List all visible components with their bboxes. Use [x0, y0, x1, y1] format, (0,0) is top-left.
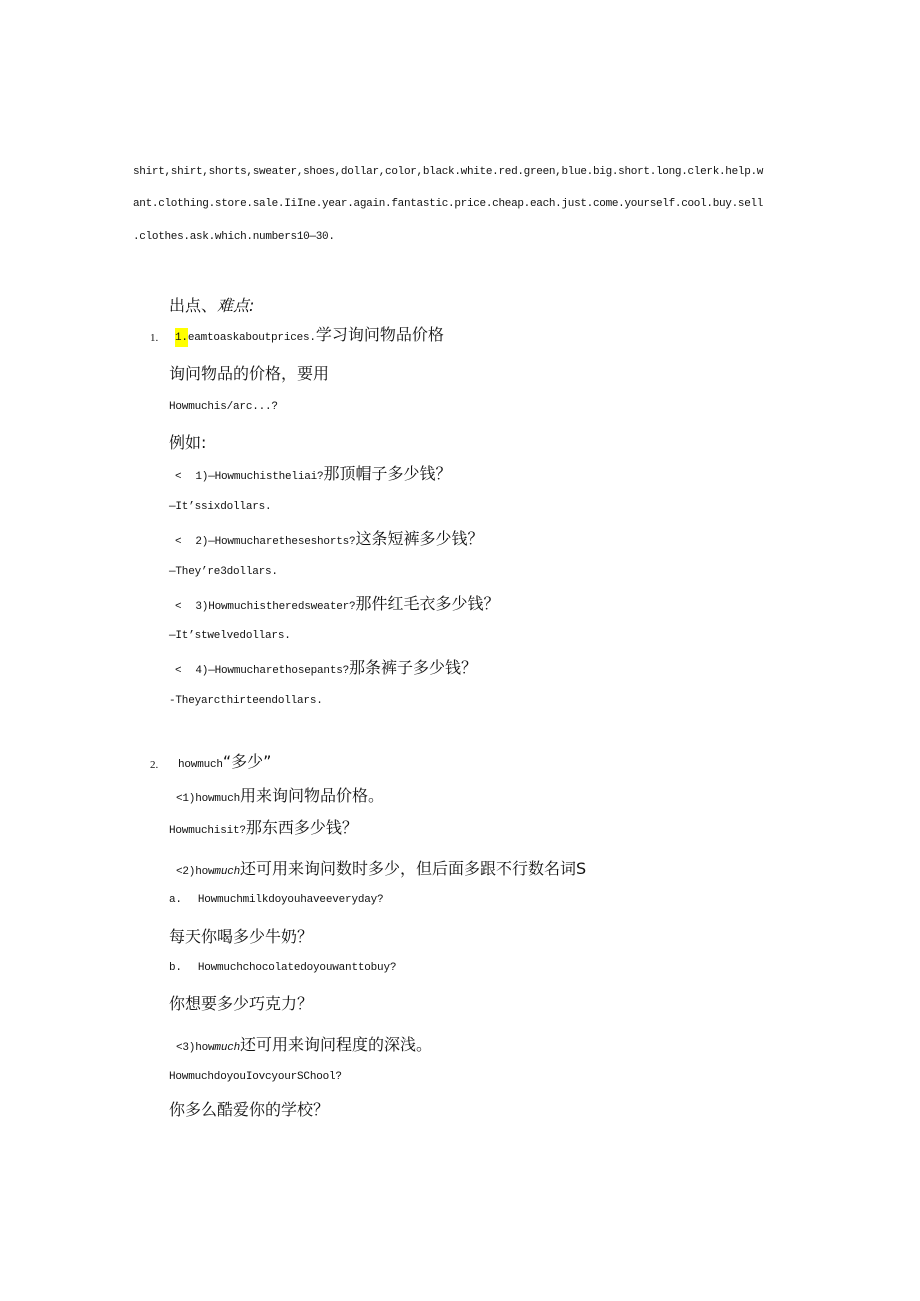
- list-marker: b.: [169, 962, 182, 974]
- example-question: [175, 466, 451, 483]
- point-chinese: 还可用来询问数时多少，但后面多跟不行数名词S: [240, 859, 587, 878]
- example-english: 1)—Howmuchisthelіai?: [195, 471, 324, 483]
- point-english-italic: much: [214, 1042, 241, 1054]
- point-3-example: HowmuchdoyouIovcyourSChool?: [169, 1071, 342, 1083]
- point-1: [176, 788, 384, 805]
- vocab-line: ant.clothing.store.sale.IiIne.year.again.fantastic.price.cheap.each.just.come.yourself.cool.buy.sell: [133, 198, 764, 210]
- item2-title: [178, 754, 271, 771]
- example-label: 例如:: [169, 433, 207, 452]
- example-answer: —It’stwelvedollars.: [169, 630, 291, 642]
- item-number: 1.: [150, 332, 159, 344]
- point-chinese: 用来询问物品价格。: [240, 786, 385, 805]
- point-3: [176, 1037, 432, 1054]
- point-english: <1)howmuch: [176, 793, 241, 805]
- example-english: 3)Howmuchistheredsweater?: [195, 601, 356, 613]
- sub-example: [169, 963, 396, 974]
- example-english: Howmuchchocolatedoyouwanttobuy?: [197, 962, 397, 974]
- sub-example-translation: 每天你喝多少牛奶？: [169, 927, 314, 946]
- pattern-text: Howmuchis/arc...?: [169, 401, 278, 413]
- item1-title: [175, 327, 444, 347]
- angle-icon: <: [175, 601, 182, 613]
- example-english: Howmuchisit?: [169, 825, 246, 837]
- angle-icon: <: [175, 536, 182, 548]
- example-answer: —They’re3dollars.: [169, 566, 278, 578]
- example-question: [175, 531, 483, 548]
- point-english: <3)how: [176, 1042, 215, 1054]
- angle-icon: <: [175, 471, 182, 483]
- point-english-italic: much: [214, 866, 241, 878]
- item1-chinese: 学习询问物品价格: [315, 325, 444, 344]
- sub-example: [169, 895, 383, 906]
- example-answer: -Theyarcthirteendollars.: [169, 695, 323, 707]
- example-chinese: 那件红毛衣多少钱？: [355, 594, 500, 613]
- example-question: [175, 660, 477, 677]
- example-english: 4)—Howmucharethosepants?: [195, 665, 350, 677]
- sub-example-translation: 你想要多少巧克力？: [169, 994, 314, 1013]
- item2-english: howmuch: [178, 759, 223, 771]
- point-2: [176, 861, 586, 878]
- highlighted-number: 1.: [175, 328, 188, 347]
- point-3-translation: 你多么酷爱你的学校？: [169, 1100, 330, 1119]
- point-english: <2)how: [176, 866, 215, 878]
- angle-icon: <: [175, 665, 182, 677]
- list-marker: a.: [169, 894, 182, 906]
- vocab-line: .clothes.ask.which.numbers10—30.: [133, 231, 335, 243]
- example-chinese: 那顶帽子多少钱？: [323, 464, 452, 483]
- item1-english: eamtoaskaboutprices.: [187, 332, 316, 344]
- section-heading: [169, 298, 254, 314]
- example-chinese: 那东西多少钱？: [245, 818, 358, 837]
- example-chinese: 这条短裤多少钱？: [355, 529, 484, 548]
- point-chinese: 还可用来询问程度的深浅。: [240, 1035, 433, 1054]
- example-english: Howmuchmilkdoyouhaveeveryday?: [197, 894, 384, 906]
- item1-subtitle: 询问物品的价格，要用: [169, 364, 330, 383]
- heading-part-italic: 难点:: [217, 296, 255, 315]
- heading-part: 出点、: [169, 296, 218, 315]
- item-number: 2.: [150, 759, 159, 771]
- example-answer: —It’ssixdollars.: [169, 501, 272, 513]
- example-english: 2)—Howmucharetheseshorts?: [195, 536, 356, 548]
- item2-chinese: “多少”: [222, 752, 272, 771]
- vocab-line: shirt,shirt,shorts,sweater,shoes,dollar,color,black.white.red.green,blue.big.short.long.clerk.help.w: [133, 166, 764, 178]
- example-chinese: 那条裤子多少钱？: [349, 658, 478, 677]
- point-1-example: [169, 820, 358, 837]
- example-question: [175, 596, 499, 613]
